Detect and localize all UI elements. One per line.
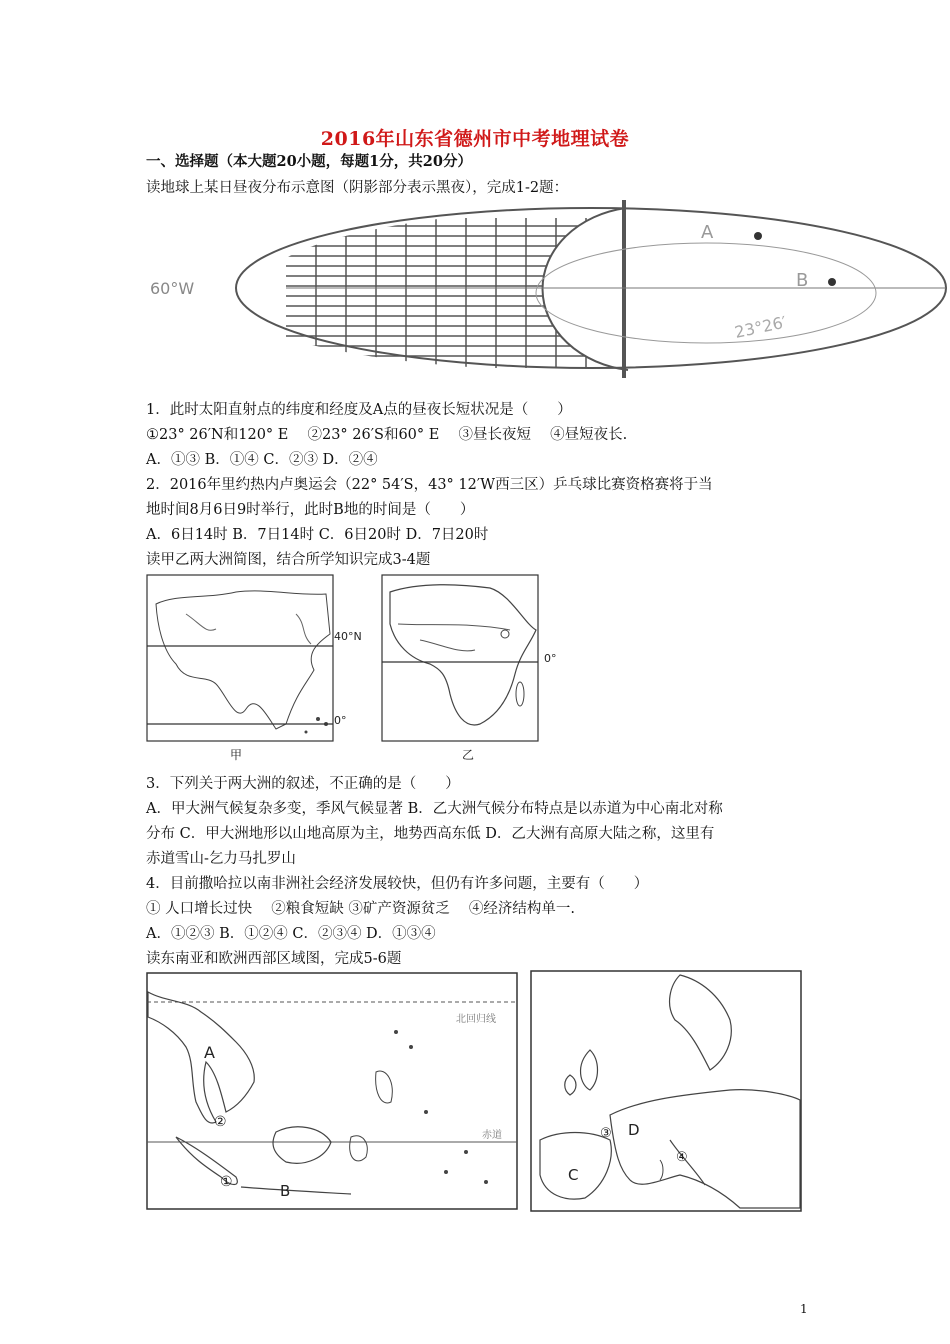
page-number: 1 xyxy=(800,1302,808,1316)
q3-line3: 赤道雪山-乞力马扎罗山 xyxy=(146,851,296,867)
q3-line2: 分布 C．甲大洲地形以山地高原为主，地势西高东低 D．乙大洲有高原大陆之称，这里有 xyxy=(146,826,715,842)
exam-title: 2016年山东省德州市中考地理试卷 xyxy=(320,128,630,150)
longitude-label: 60°W xyxy=(150,279,195,298)
q3-stem: 3．下列关于两大洲的叙述，不正确的是（ ） xyxy=(146,776,460,792)
label-circle-1: ① xyxy=(220,1174,233,1190)
q4-options: ① 人口增长过快 ②粮食短缺 ③矿产资源贫乏 ④经济结构单一. xyxy=(146,901,576,917)
q2-stem-line2: 地时间8月6日9时举行，此时B地的时间是（ ） xyxy=(146,502,475,518)
q2-stem-line1: 2．2016年里约热内卢奥运会（22° 54′S，43° 12′W西三区）乒乓球比赛资格赛将于当 xyxy=(146,477,713,493)
q1-choices: A．①③ B．①④ C．②③ D．②④ xyxy=(146,452,378,468)
latitude-label: 23°26′ xyxy=(732,312,789,342)
intro-q1-2: 读地球上某日昼夜分布示意图（阴影部分表示黑夜），完成1-2题： xyxy=(146,180,569,196)
point-a-marker xyxy=(754,232,762,240)
section-heading: 一、选择题（本大题20小题，每题1分，共20分） xyxy=(146,153,472,170)
africa-map xyxy=(380,574,580,764)
caption-jia: 甲 xyxy=(230,748,243,762)
night-shading xyxy=(286,218,636,368)
asia-map xyxy=(146,574,362,764)
lat-40n-label: 40°N xyxy=(334,630,362,643)
point-b-label: B xyxy=(796,270,809,291)
tropic-label: 北回归线 xyxy=(456,1014,496,1025)
point-a-label: A xyxy=(701,222,714,243)
label-circle-2: ② xyxy=(214,1114,227,1130)
label-b: B xyxy=(280,1182,291,1200)
southeast-asia-map xyxy=(146,972,520,1212)
label-circle-3: ③ xyxy=(600,1126,612,1141)
q4-stem: 4．目前撒哈拉以南非洲社会经济发展较快，但仍有许多问题，主要有（ ） xyxy=(146,876,649,892)
label-a: A xyxy=(204,1043,215,1062)
label-c: C xyxy=(568,1166,579,1184)
equator-label-left: 0° xyxy=(334,714,347,727)
label-circle-4: ④ xyxy=(676,1150,688,1165)
day-night-diagram xyxy=(146,198,948,388)
western-europe-map xyxy=(530,970,804,1216)
intro-q3-4: 读甲乙两大洲简图，结合所学知识完成3-4题 xyxy=(146,552,431,568)
point-b-marker xyxy=(828,278,836,286)
sea-equator-label: 赤道 xyxy=(482,1130,502,1141)
caption-yi: 乙 xyxy=(462,748,475,762)
q1-options: ①23° 26′N和120° E ②23° 26′S和60° E ③昼长夜短 ④昼短夜长. xyxy=(146,427,628,443)
q1-stem: 1．此时太阳直射点的纬度和经度及A点的昼夜长短状况是（ ） xyxy=(146,402,572,418)
q4-choices: A．①②③ B．①②④ C．②③④ D．①③④ xyxy=(146,926,436,942)
q2-choices: A．6日14时 B．7日14时 C．6日20时 D．7日20时 xyxy=(146,527,489,543)
equator-label-right: 0° xyxy=(544,652,557,665)
intro-q5-6: 读东南亚和欧洲西部区域图，完成5-6题 xyxy=(146,951,402,967)
q3-line1: A．甲大洲气候复杂多变，季风气候显著 B．乙大洲气候分布特点是以赤道为中心南北对称 xyxy=(146,801,723,817)
label-d: D xyxy=(628,1121,640,1139)
